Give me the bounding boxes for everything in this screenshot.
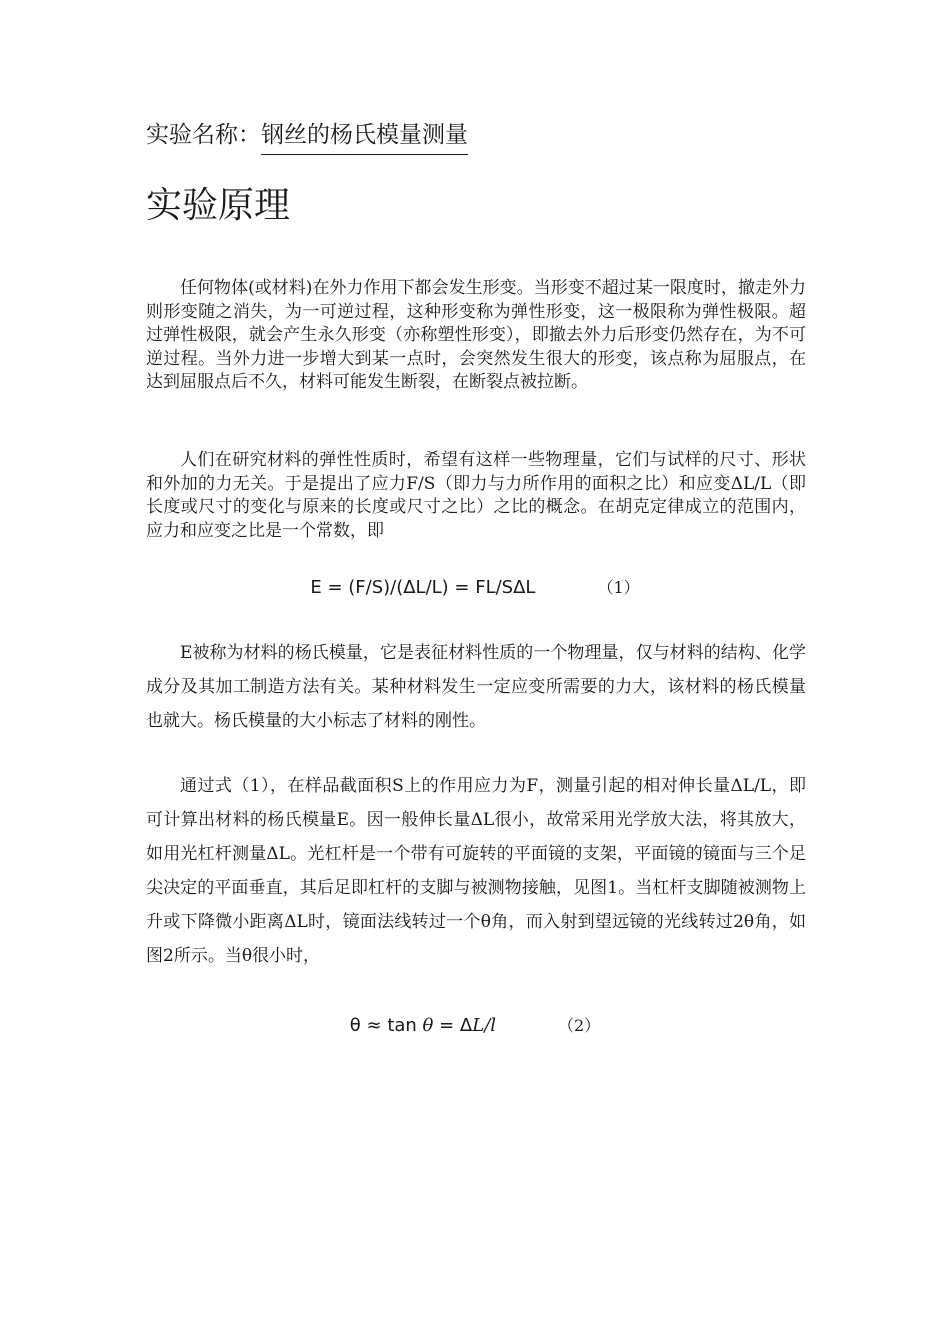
equation-2-theta: θ — [422, 1015, 434, 1036]
paragraph-deformation: 任何物体(或材料)在外力作用下都会发生形变。当形变不超过某一限度时，撤走外力则形变随之消失，为一可逆过程，这种形变称为弹性形变，这一极限称为弹性极限。超过弹性极限，就会产生永久形变（亦称塑性形变），即撤去外力后形变仍然存在，为不可逆过程。当外力进一步增大到某一点时，会突然发生很大的形变，该点称为屈服点，在达到屈服点后不久，材料可能发生断裂，在断裂点被拉断。 — [146, 278, 806, 392]
paragraph-youngs-modulus: E被称为材料的杨氏模量，它是表征材料性质的一个物理量，仅与材料的结构、化学成分及其加工制造方法有关。某种材料发生一定应变所需要的力大，该材料的杨氏模量也就大。杨氏模量的大小标志了材料的刚性。 — [146, 643, 806, 731]
equation-2-l: l — [490, 1015, 497, 1036]
equation-2-part-a: θ ≈ tan — [349, 1015, 423, 1036]
equation-2-part-c: = Δ — [433, 1015, 473, 1036]
paragraph-stress-strain: 人们在研究材料的弹性性质时，希望有这样一些物理量，它们与试样的尺寸、形状和外加的力无关。于是提出了应力F/S（即力与力所作用的面积之比）和应变ΔL/L（即长度或尺寸的变化与原来的长度或尺寸之比）之比的概念。在胡克定律成立的范围内，应力和应变之比是一个常数，即 — [146, 450, 806, 541]
equation-2-L: L — [472, 1015, 485, 1036]
equation-2-slash: / — [484, 1015, 491, 1036]
experiment-name-value: 钢丝的杨氏模量测量 — [261, 118, 468, 155]
experiment-title — [146, 118, 468, 155]
equation-2-expression — [350, 1015, 496, 1036]
equation-2-number: （2） — [558, 1016, 601, 1035]
section-heading: 实验原理 — [146, 185, 291, 226]
equation-1-number: （1） — [597, 578, 640, 597]
equation-1-expression: E = (F/S)/(ΔL/L) = FL/SΔL — [310, 577, 536, 598]
equation-1 — [0, 575, 950, 601]
equation-2 — [0, 1013, 950, 1039]
experiment-name-label: 实验名称： — [146, 122, 261, 148]
paragraph-optical-lever: 通过式（1），在样品截面积S上的作用应力为F，测量引起的相对伸长量ΔL/L，即可计算出材料的杨氏模量E。因一般伸长量ΔL很小，故常采用光学放大法，将其放大，如用光杠杆测量ΔL。光杠杆是一个带有可旋转的平面镜的支架，平面镜的镜面与三个足尖决定的平面垂直，其后足即杠杆的支脚与被测物接触，见图1。当杠杆支脚随被测物上升或下降微小距离ΔL时，镜面法线转过一个θ角，而入射到望远镜的光线转过2θ角，如图2所示。当θ很小时， — [146, 776, 806, 966]
